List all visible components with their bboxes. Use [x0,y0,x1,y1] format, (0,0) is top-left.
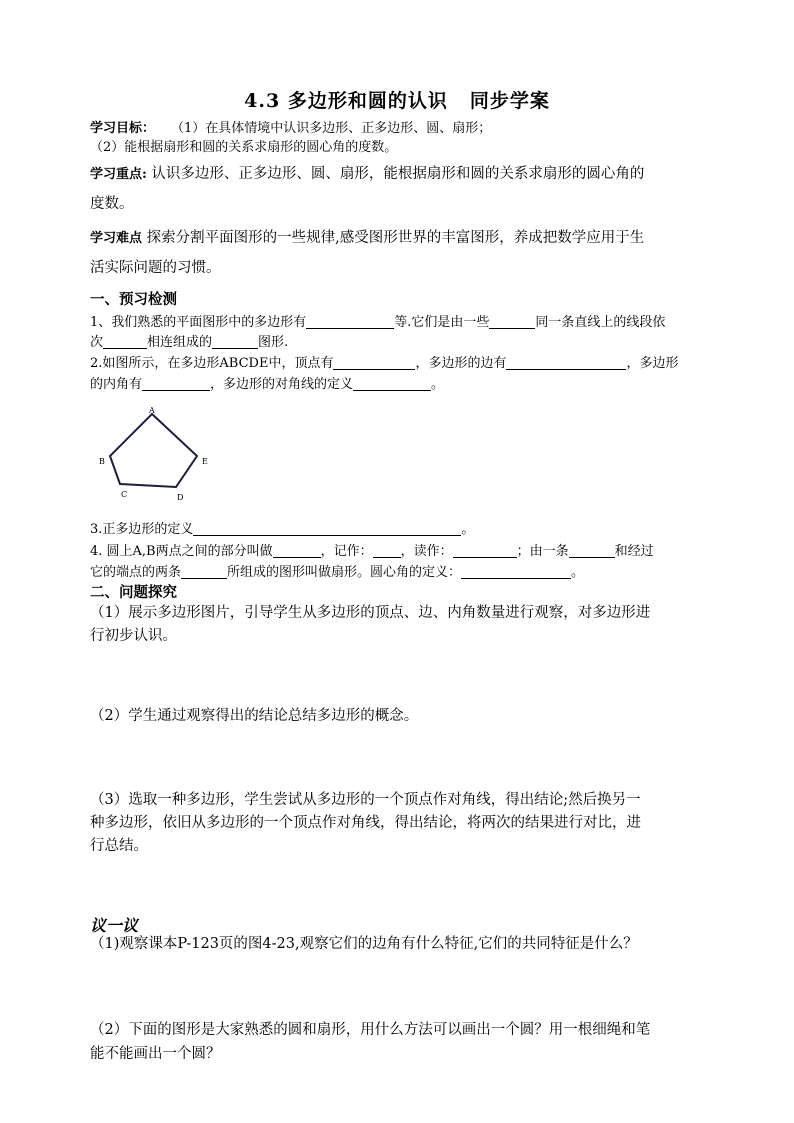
key-points-text-2: 度数。 [90,196,134,212]
difficulties-line1 [90,228,644,249]
objective-item-1: （1）在具体情境中认识多边形、正多边形、圆、扇形； [171,121,492,136]
difficulties-text-1: 探索分割平面图形的一些规律,感受图形世界的丰富图形，养成把数学应用于生 [142,230,645,246]
q3-text-b: 。 [461,522,475,537]
exploration-3-line2: 种多边形，依旧从多边形的一个顶点作对角线，得出结论，将两次的结果进行对比，进 [90,815,641,831]
q4-blank-6[interactable] [461,564,571,579]
q3-text-a: 3.正多边形的定义 [90,522,194,537]
difficulties-text-2: 活实际问题的习惯。 [90,260,221,276]
discuss-question-2-line1: （2）下面的图形是大家熟悉的圆和扇形，用什么方法可以画出一个圆？用一根细绳和笔 [90,1022,651,1038]
q2-text-a: 2.如图所示，在多边形ABCDE中，顶点有 [90,356,334,371]
objectives-line1 [90,120,491,138]
q2-text-e: ，多边形的对角线的定义 [210,377,354,392]
q2-text-b: ，多边形的边有 [415,356,507,371]
q3-blank[interactable] [193,521,461,536]
q2-text-f: 。 [431,377,445,392]
q1-text-b: 等.它们是由一些 [394,315,490,330]
q1-text-e: 相连组成的 [147,335,213,350]
q4-blank-3[interactable] [453,543,517,558]
page-title [0,86,794,113]
q2-blank-2[interactable] [506,355,626,370]
q4-text-f: 它的端点的两条 [90,565,182,580]
question-1-line1 [90,314,665,332]
objective-item-2: （2）能根据扇形和圆的关系求扇形的圆心角的度数。 [90,140,398,155]
q2-blank-4[interactable] [353,376,431,391]
key-points-line2 [90,194,134,214]
q4-text-g: 所组成的图形叫做扇形。圆心角的定义： [227,565,462,580]
q1-blank-1[interactable] [306,314,394,329]
pentagon-shape [110,414,197,487]
q1-text-f: 图形. [258,335,289,350]
q1-text-a: 1、我们熟悉的平面图形中的多边形有 [90,315,307,330]
vertex-label-d: D [177,493,184,502]
q4-text-d: ；由一条 [516,544,569,559]
key-points-line1 [90,164,644,185]
vertex-label-c: C [121,490,128,499]
q4-text-c: ，读作： [400,544,453,559]
title-main: 4.3 多边形和圆的认识 [244,90,448,112]
difficulties-line2 [90,258,221,278]
exploration-2: （2）学生通过观察得出的结论总结多边形的概念。 [90,708,419,724]
q1-blank-3[interactable] [103,334,147,349]
pentagon-figure [90,404,220,508]
vertex-label-b: B [99,457,105,466]
q4-blank-1[interactable] [273,543,321,558]
vertex-label-e: E [202,457,208,466]
exploration-1-line1: （1）展示多边形图片，引导学生从多边形的顶点、边、内角数量进行观察，对多边形进 [90,605,651,621]
exploration-3-line3: 行总结。 [90,838,148,854]
title-sub: 同步学案 [469,90,550,112]
section-2-heading: 二、问题探究 [90,584,177,601]
objectives-line2 [90,139,397,157]
q4-text-a: 4. 圆上A,B两点之间的部分叫做 [90,544,273,559]
discuss-heading: 议一议 [90,916,139,935]
section-1-heading: 一、预习检测 [90,291,177,308]
q1-blank-2[interactable] [489,314,535,329]
q2-text-d: 的内角有 [90,377,143,392]
q2-blank-3[interactable] [142,376,210,391]
q1-text-d: 次 [90,335,104,350]
vertex-label-a: A [149,406,155,415]
q2-text-c: ，多边形 [626,356,679,371]
q4-text-e: 和经过 [614,544,654,559]
q4-text-b: ，记作： [320,544,373,559]
discuss-question-1: （1)观察课本P-123页的图4-23,观察它们的边角有什么特征,它们的共同特征是什么？ [90,936,638,952]
q4-blank-2[interactable] [373,543,401,558]
q4-blank-4[interactable] [569,543,615,558]
q4-blank-5[interactable] [181,564,227,579]
exploration-3-line1: （3）选取一种多边形，学生尝试从多边形的一个顶点作对角线，得出结论;然后换另一 [90,792,641,808]
discuss-question-2-line2: 能不能画出一个圆？ [90,1046,221,1062]
q1-text-c: 同一条直线上的线段依 [535,315,666,330]
difficulties-label: 学习难点 [90,231,143,246]
key-points-text-1: 认识多边形、正多边形、圆、扇形，能根据扇形和圆的关系求扇形的圆心角的 [146,166,645,182]
key-points-label: 学习重点: [90,167,147,182]
q1-blank-4[interactable] [212,334,258,349]
exploration-1-line2: 行初步认识。 [90,628,177,644]
question-2-line1 [90,355,678,373]
q2-blank-1[interactable] [333,355,415,370]
question-3 [90,521,474,539]
question-1-line2 [90,334,288,352]
objectives-label: 学习目标： [90,121,156,136]
question-2-line2 [90,376,444,394]
question-4-line1 [90,543,654,561]
question-4-line2 [90,564,584,582]
q4-text-h: 。 [571,565,585,580]
